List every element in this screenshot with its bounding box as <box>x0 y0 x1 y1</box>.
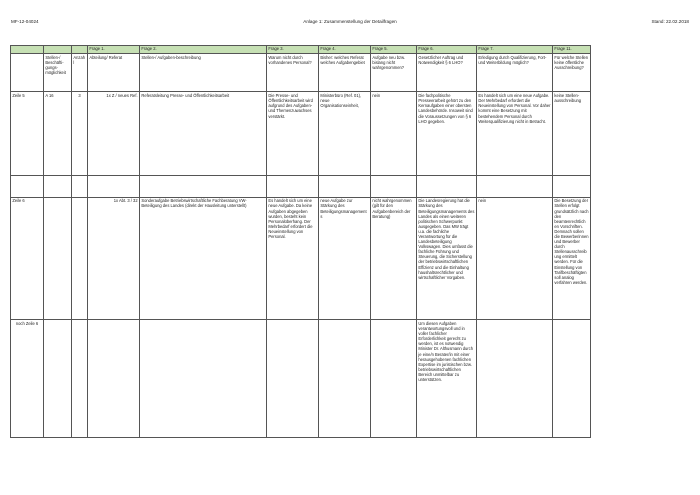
frage-cell: Frage 11. <box>553 46 591 54</box>
frage-cell: Frage 4. <box>319 46 371 54</box>
column-header: Warum nicht durch vorhandenes Personal? <box>267 53 319 92</box>
column-header: Bisher: welches Referat welches Aufgabengebiet <box>319 53 371 92</box>
column-header: Anzahl <box>72 53 88 92</box>
table-cell: Sonderaufgabe Betriebswirtschaftliche Fachberatung VW-Beteiligung des Landes (direkt der Hausleitung unterstellt) <box>140 197 267 320</box>
column-header <box>11 53 44 92</box>
column-header-row <box>11 53 591 92</box>
table-cell: 1x Z / neues Ref. <box>88 92 140 176</box>
table-cell <box>44 320 72 438</box>
table-cell: nein <box>371 92 417 176</box>
document-title: Anlage 1: Zusammenstellung der Detailfragen <box>303 19 397 24</box>
table-cell <box>553 320 591 438</box>
table-cell: 1x Abt. 3 / 32 <box>88 197 140 320</box>
frage-cell <box>11 46 44 54</box>
frage-cell: Frage 6. <box>417 46 477 54</box>
table-cell <box>319 320 371 438</box>
table-cell: Es handelt sich um eine neue Aufgabe. Da keine Aufgaben abgegeben wurden, besteht kein Personalüberhang. Der Mehrbedarf erfordert die Neueinstellung von Personal. <box>267 197 319 320</box>
table-cell <box>88 320 140 438</box>
table-cell: Die fachpolitische Presseerarbeit gehört zu den Kernaufgaben einer obersten Landesbehörde. Insoweit sind die Voraussetzungen von § 6 LHO gegeben. <box>417 92 477 176</box>
table-cell <box>72 320 88 438</box>
table-row <box>11 92 591 176</box>
table-cell: A 16 <box>44 92 72 176</box>
frage-cell <box>44 46 72 54</box>
column-header: Aufgabe neu bzw. bislang nicht wahrgenommen? <box>371 53 417 92</box>
table-cell <box>267 320 319 438</box>
column-header: Erledigung durch Qualifizierung, Fort- und Weiterbildung möglich? <box>477 53 553 92</box>
table-cell <box>477 320 553 438</box>
column-header: Gesetzlicher Auftrag und Notwendigkeit § 6 LHO? <box>417 53 477 92</box>
table-cell: Die Presse- und Öffentlichkeitsarbeit wird aufgrund des Aufgaben- und Themenzuwachses verstärkt. <box>267 92 319 176</box>
column-header: Für welche Stellen keine öffentliche Ausschreibung? <box>553 53 591 92</box>
frage-cell: Frage 7. <box>477 46 553 54</box>
frage-cell: Frage 5. <box>371 46 417 54</box>
column-header: Abteilung/ Referat <box>88 53 140 92</box>
frage-cell: Frage 3. <box>267 46 319 54</box>
row-label: noch Zeile 6 <box>11 320 44 438</box>
table-row <box>11 197 591 320</box>
detail-questions-table <box>10 45 591 438</box>
table-cell: 3 <box>72 92 88 176</box>
table-cell: Es handelt sich um eine neue Aufgabe. Der Mehrbedarf erfordert die Neueinstellung von Personal. Vor daher kommt eine Besetzung mit bestehendem Personal durch Weiterqualifizierung nicht in Betracht. <box>477 92 553 176</box>
table-cell: keine Stellen-ausschreibung <box>553 92 591 176</box>
document-id: MF-12-04024 <box>11 19 39 24</box>
question-number-row <box>11 46 591 54</box>
frage-cell <box>72 46 88 54</box>
table-cell: nicht wahrgenommen (gilt für den Aufgabenbereich der Beratung) <box>371 197 417 320</box>
row-label: Zeile 6 <box>11 197 44 320</box>
frage-cell: Frage 1. <box>88 46 140 54</box>
row-label: Zeile 5 <box>11 92 44 176</box>
table-cell: Referatsleitung Presse- und Öffentlichkeitsarbeit <box>140 92 267 176</box>
spacer-row <box>11 175 591 197</box>
document-date: Stand: 22.02.2018 <box>651 19 689 24</box>
table-cell: Die Landesregierung hat die Stärkung des Beteiligungsmanagements des Landes als einen weiteren politischen Schwerpunkt ausgegeben. Das MW trägt u.a. die fachliche Verantwortung für die Landesbeteiligung Volkswagen. Dies umfasst die fachliche Führung und Steuerung, die Sicherstellung der betriebswirtschaftlichen Effizienz und die Einhaltung haushaltsrechtlicher und wirtschaftlicher Vorgaben. <box>417 197 477 320</box>
table-cell: Ministerbüro (Ref. 01), neue Organisationseinheit, <box>319 92 371 176</box>
table-cell: neue Aufgabe zur Stärkung des Beteiligungsmanagements <box>319 197 371 320</box>
table-cell <box>72 197 88 320</box>
column-header: Stellen-/ Aufgaben-beschreibung <box>140 53 267 92</box>
table-cell: Die Besetzung der Stellen erfolgt grundsätzlich nach den beamtenrechtlich en Vorschriften. Demnach sollen die Bewerberinnen und Bewerber durch Stellenausschreib ung ermittelt werden. Für die Einstellung von Tarifbeschäftigten soll analog verfahren werden. <box>553 197 591 320</box>
column-header: Stellen-/ Beschäfti-gungs-möglichkeit <box>44 53 72 92</box>
table-cell: Um diesen Aufgaben verantwortungsvoll und in voller fachlicher Erforderlichkeit gerecht zu werden, ist es notwendig Minister Dr. Althusmann durch je eine/n Berater/in mit einer herausgehobenen fachlichen Expertise im juristischen bzw. betriebswirtschaftlichen Bereich unmittelbar zu unterstützen. <box>417 320 477 438</box>
table-cell <box>44 197 72 320</box>
table-row <box>11 320 591 438</box>
frage-cell: Frage 2. <box>140 46 267 54</box>
table-cell <box>140 320 267 438</box>
table-cell <box>371 320 417 438</box>
table-cell: nein <box>477 197 553 320</box>
